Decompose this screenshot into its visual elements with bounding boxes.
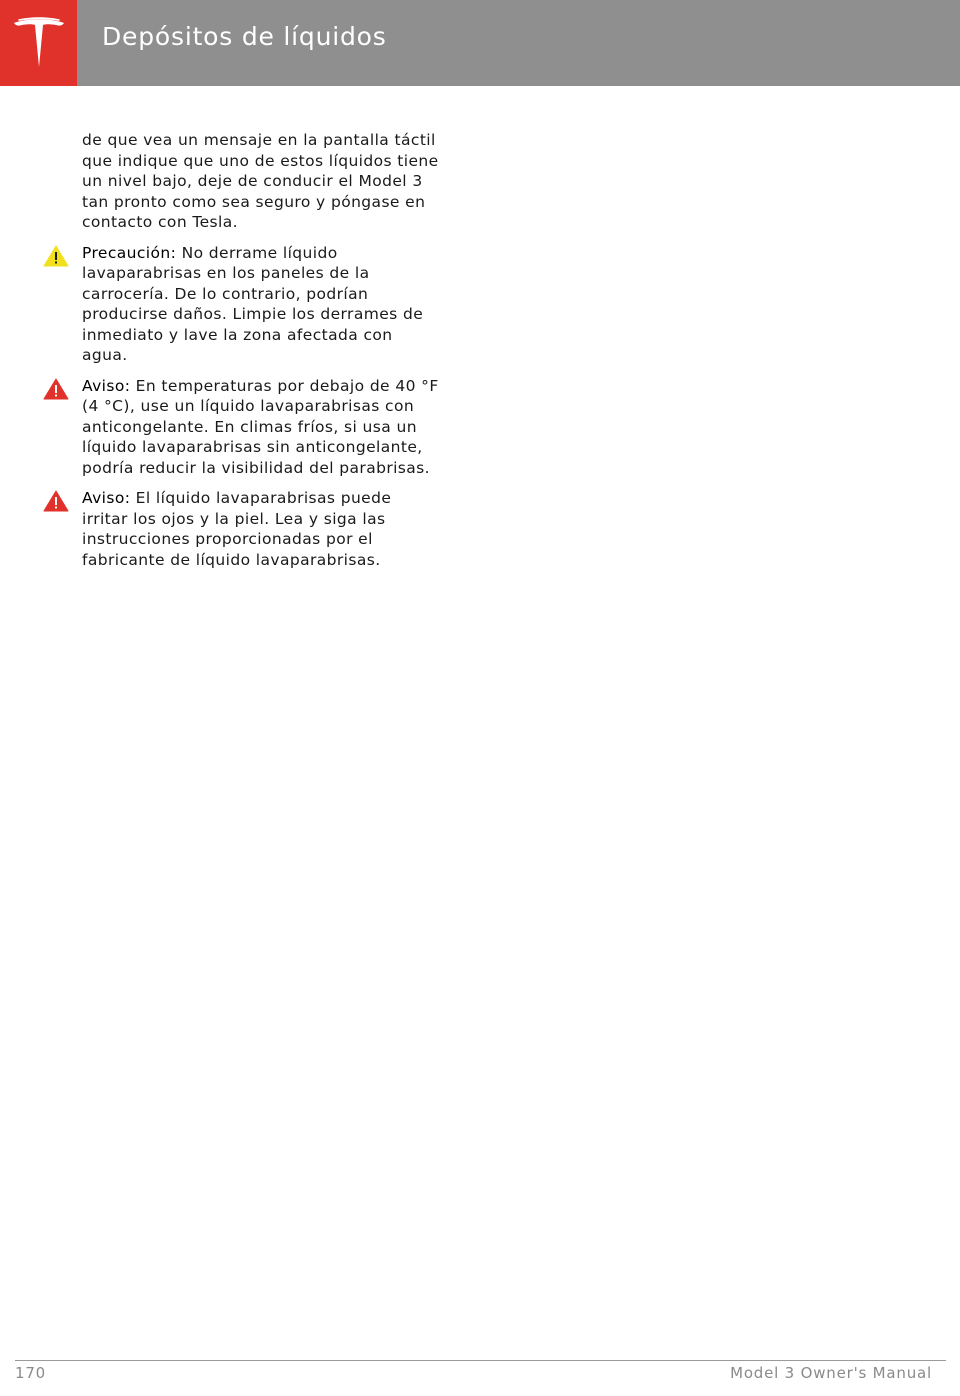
- caution-note: [82, 243, 442, 366]
- caution-text: No derrame líquido lavaparabrisas en los paneles de la carrocería. De lo contrario, podrían producirse daños. Limpie los derrames de inmediato y lave la zona afectada con agua.: [82, 243, 424, 364]
- page-header: [0, 0, 960, 86]
- warning-text: El líquido lavaparabrisas puede irritar los ojos y la piel. Lea y siga las instrucciones proporcionadas por el fabricante de líquido lavaparabrisas.: [82, 489, 392, 569]
- warning-label: Aviso:: [82, 376, 131, 395]
- caution-label: Precaución:: [82, 243, 177, 262]
- brand-logo: [0, 0, 77, 86]
- caution-triangle-icon: [43, 245, 69, 267]
- page-title: Depósitos de líquidos: [102, 22, 387, 51]
- warning-text: En temperaturas por debajo de 40 °F (4 °C), use un líquido lavaparabrisas con anticongelante. En climas fríos, si usa un líquido lavaparabrisas sin anticongelante, podría reducir la visibilidad del parabrisas.: [82, 376, 439, 477]
- warning-triangle-icon: [43, 378, 69, 400]
- manual-title: Model 3 Owner's Manual: [730, 1364, 932, 1382]
- warning-note: [82, 376, 442, 479]
- warning-triangle-icon: [43, 490, 69, 512]
- intro-paragraph: de que vea un mensaje en la pantalla táctil que indique que uno de estos líquidos tiene un nivel bajo, deje de conducir el Model 3 tan pronto como sea seguro y póngase en contacto con Tesla.: [82, 131, 439, 231]
- main-content: [82, 130, 442, 580]
- warning-note: [82, 488, 442, 570]
- warning-label: Aviso:: [82, 489, 131, 507]
- page-number: 170: [15, 1364, 47, 1382]
- tesla-logo-icon: [12, 17, 66, 69]
- footer-divider: [15, 1360, 946, 1361]
